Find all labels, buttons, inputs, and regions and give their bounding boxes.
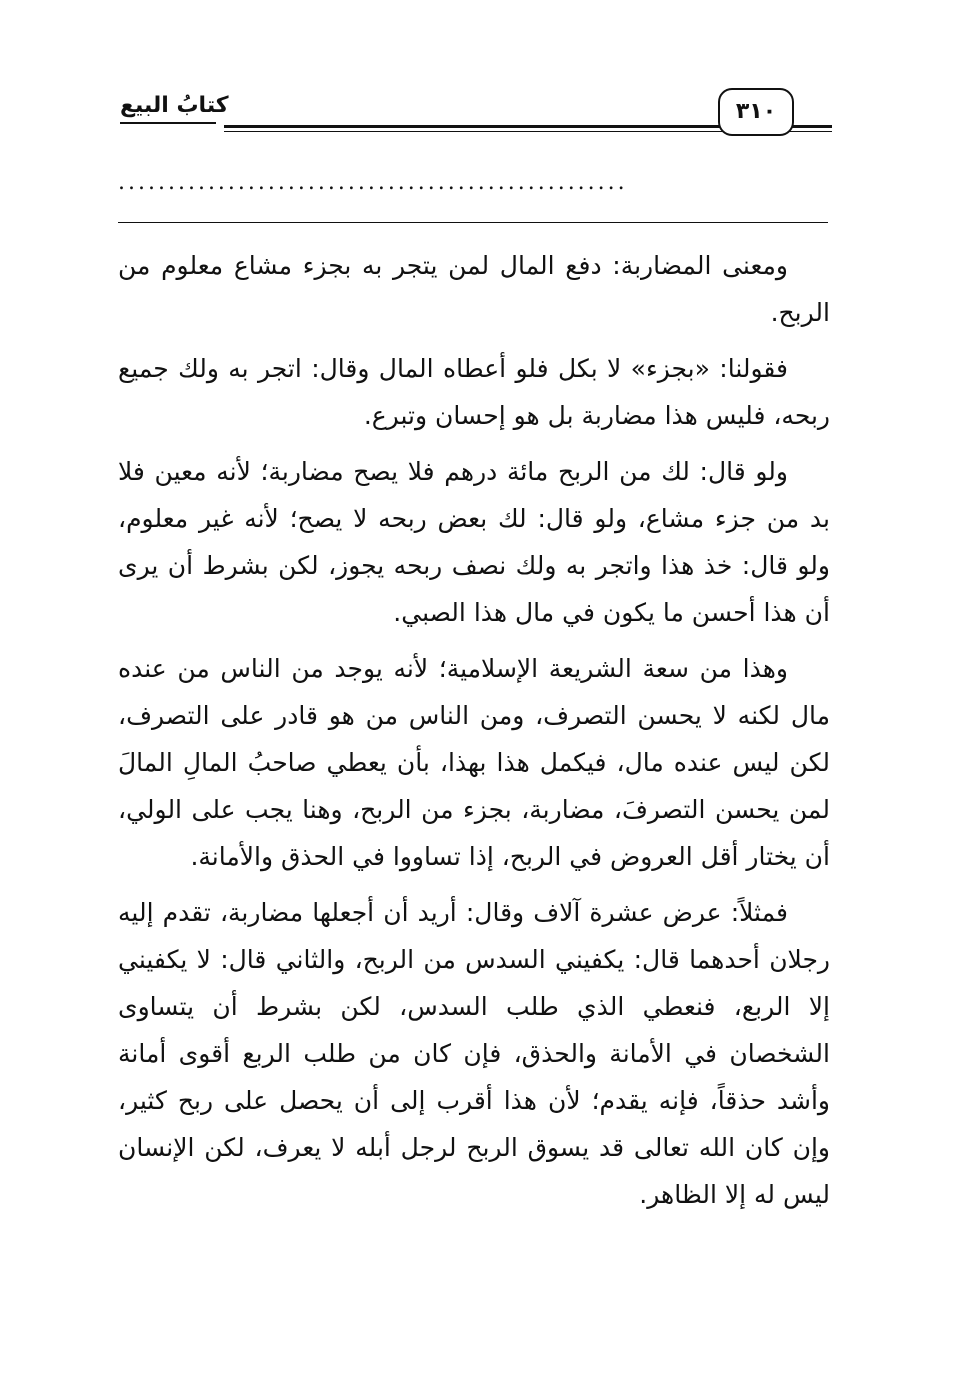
paragraph: وهذا من سعة الشريعة الإسلامية؛ لأنه يوجد من الناس من عنده مال لكنه لا يحسن التصرف، ومن الناس من هو قادر على التصرف، لكن ليس عنده مال، فيكمل هذا بهذا، بأن يعطي صاحبُ المالِ المالَ لمن يحسن التصرفَ، مضاربة، بجزء من الربح، وهنا يجب على الولي، أن يختار أقل العروض في الربح، إذا تساووا في الحذق والأمانة. xyxy=(118,654,830,871)
paragraph: فقولنا: «بجزء» لا بكل فلو أعطاه المال وقال: اتجر به ولك جميع ربحه، فليس هذا مضاربة بل هو إحسان وتبرع. xyxy=(118,354,830,430)
body-text xyxy=(118,242,830,1227)
running-head-title: كتابُ البيع xyxy=(120,93,229,118)
paragraph: ومعنى المضاربة: دفع المال لمن يتجر به بجزء مشاع معلوم من الربح. xyxy=(118,251,830,327)
page-header xyxy=(120,88,832,140)
page-number-badge: ٣١٠ xyxy=(718,88,794,136)
paragraph: فمثلاً: عرض عشرة آلاف وقال: أريد أن أجعلها مضاربة، تقدم إليه رجلان أحدهما قال: يكفيني السدس من الربح، والثاني قال: لا يكفيني إلا الربع، فنعطي الذي طلب السدس، لكن بشرط أن يتساوى الشخصان في الأمانة والحذق، فإن كان من طلب الربع أقوى أمانة وأشد حذقاً، فإنه يقدم؛ لأن هذا أقرب إلى أن يحصل على ربح كثير، وإن كان الله تعالى قد يسوق الربح لرجل أبله لا يعرف، لكن الإنسان ليس له إلا الظاهر. xyxy=(118,898,830,1209)
title-underline xyxy=(120,122,216,124)
paragraph: ولو قال: لك من الربح مائة درهم فلا يصح مضاربة؛ لأنه معين فلا بد من جزء مشاع، ولو قال: لك بعض ربحه لا يصح؛ لأنه غير معلوم، ولو قال: خذ هذا واتجر به ولك نصف ربحه يجوز، لكن بشرط أن يرى أن هذا أحسن ما يكون في مال هذا الصبي. xyxy=(118,457,830,627)
section-divider xyxy=(118,222,828,223)
omission-dots: ................................................... xyxy=(118,170,628,195)
